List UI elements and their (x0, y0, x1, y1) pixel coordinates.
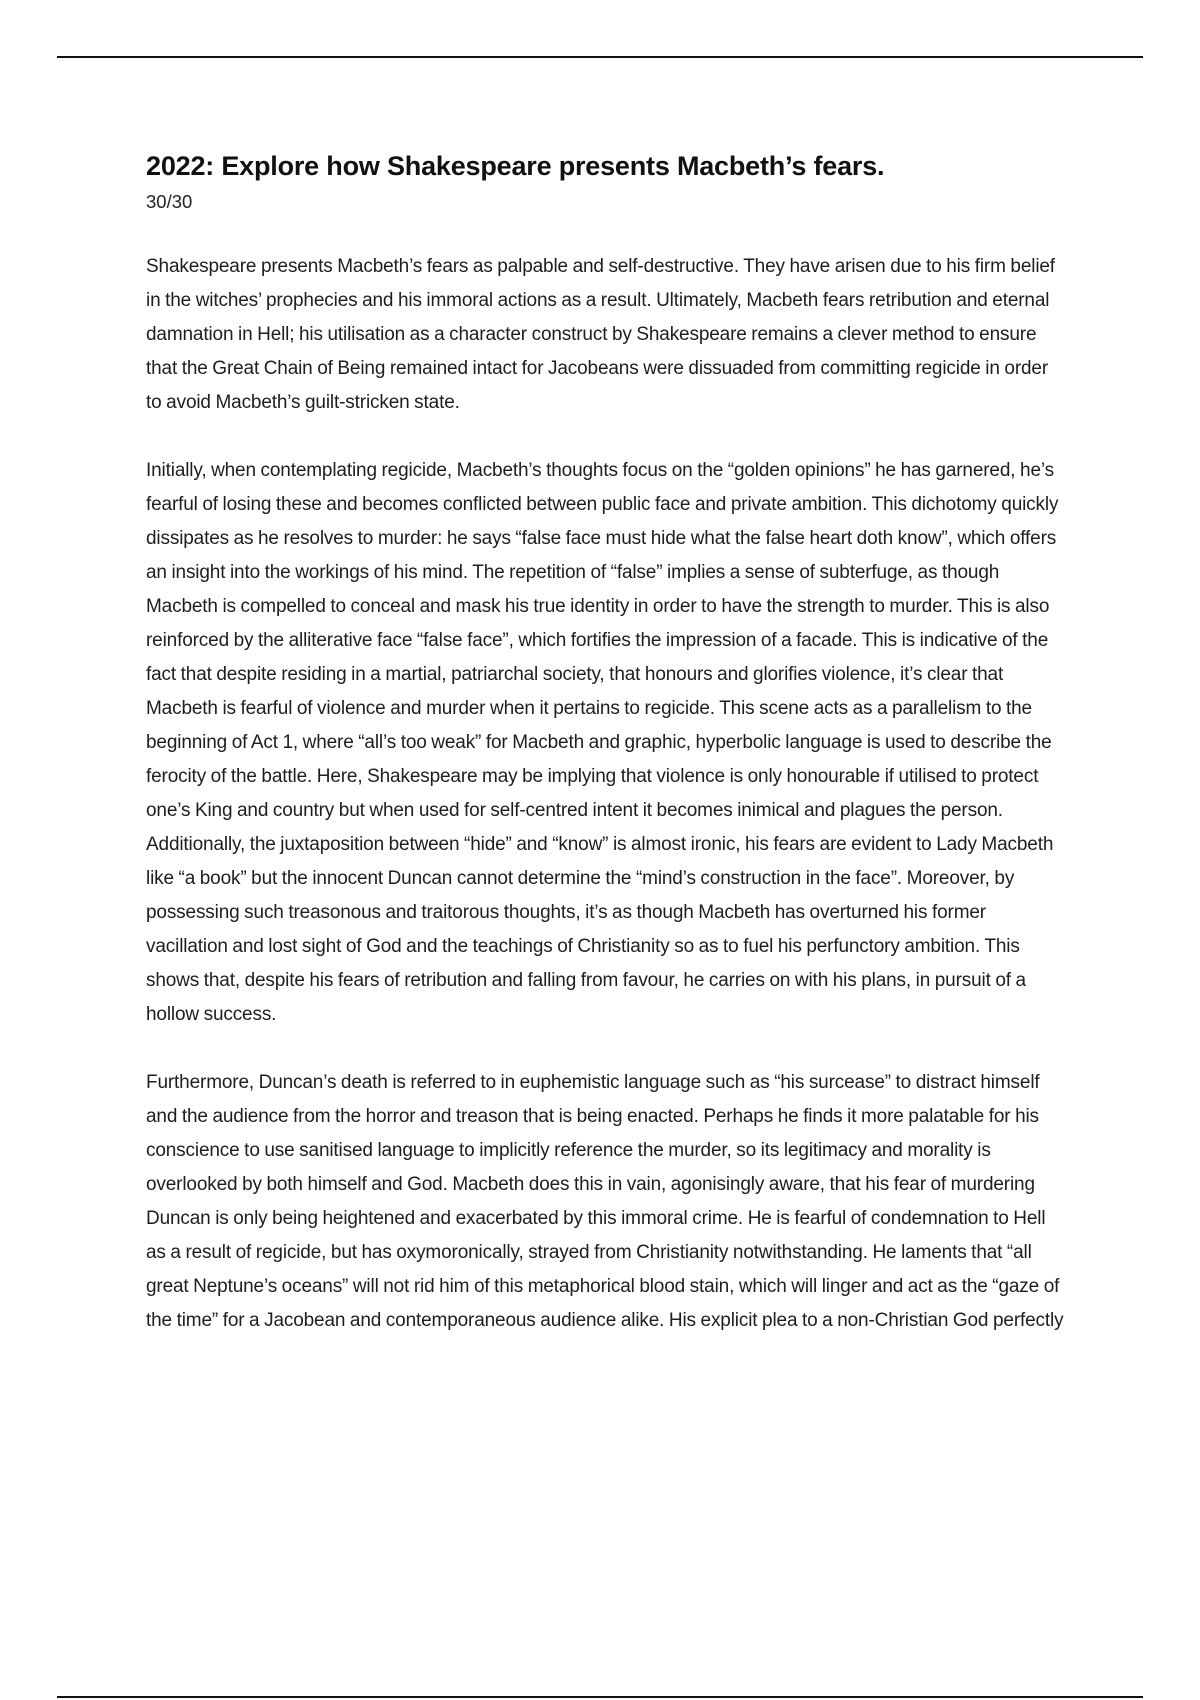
paragraph-introduction: Shakespeare presents Macbeth’s fears as palpable and self-destructive. They have arisen due to his firm belief in the witches’ prophecies and his immoral actions as a result. Ultimately, Macbeth fears retribution and eternal damnation in Hell; his utilisation as a character construct by Shakespeare remains a clever method to ensure that the Great Chain of Being remained intact for Jacobeans were dissuaded from committing regicide in order to avoid Macbeth’s guilt-stricken state. (146, 256, 1055, 413)
paragraph-body-1: Initially, when contemplating regicide, Macbeth’s thoughts focus on the “golden opinions” he has garnered, he’s fearful of losing these and becomes conflicted between public face and private ambition. This dichotomy quickly dissipates as he resolves to murder: he says “false face must hide what the false heart doth know”, which offers an insight into the workings of his mind. The repetition of “false” implies a sense of subterfuge, as though Macbeth is compelled to conceal and mask his true identity in order to have the strength to murder. This is also reinforced by the alliterative face “false face”, which fortifies the impression of a facade. This is indicative of the fact that despite residing in a martial, patriarchal society, that honours and glorifies violence, it’s clear that Macbeth is fearful of violence and murder when it pertains to regicide. This scene acts as a parallelism to the beginning of Act 1, where “all’s too weak” for Macbeth and graphic, hyperbolic language is used to describe the ferocity of the battle. Here, Shakespeare may be implying that violence is only honourable if utilised to protect one’s King and country but when used for self-centred intent it becomes inimical and plagues the person. Additionally, the juxtaposition between “hide” and “know” is almost ironic, his fears are evident to Lady Macbeth like “a book” but the innocent Duncan cannot determine the “mind’s construction in the face”. Moreover, by possessing such treasonous and traitorous thoughts, it’s as though Macbeth has overturned his former vacillation and lost sight of God and the teachings of Christianity so as to fuel his perfunctory ambition. This shows that, despite his fears of retribution and falling from favour, he carries on with his plans, in pursuit of a hollow success. (146, 460, 1059, 1025)
essay-paragraphs (146, 250, 1066, 1338)
bottom-rule (57, 1696, 1143, 1698)
top-rule (57, 56, 1143, 58)
essay-title: 2022: Explore how Shakespeare presents Macbeth’s fears. (146, 151, 885, 181)
document-body (146, 148, 1066, 1372)
essay-score: 30/30 (146, 191, 193, 212)
paragraph-body-2: Furthermore, Duncan’s death is referred to in euphemistic language such as “his surcease” to distract himself and the audience from the horror and treason that is being enacted. Perhaps he finds it more palatable for his conscience to use sanitised language to implicitly reference the murder, so its legitimacy and morality is overlooked by both himself and God. Macbeth does this in vain, agonisingly aware, that his fear of murdering Duncan is only being heightened and exacerbated by this immoral crime. He is fearful of condemnation to Hell as a result of regicide, but has oxymoronically, strayed from Christianity notwithstanding. He laments that “all great Neptune’s oceans” will not rid him of this metaphorical blood stain, which will linger and act as the “gaze of the time” for a Jacobean and contemporaneous audience alike. His explicit plea to a non-Christian God perfectly (146, 1072, 1064, 1331)
